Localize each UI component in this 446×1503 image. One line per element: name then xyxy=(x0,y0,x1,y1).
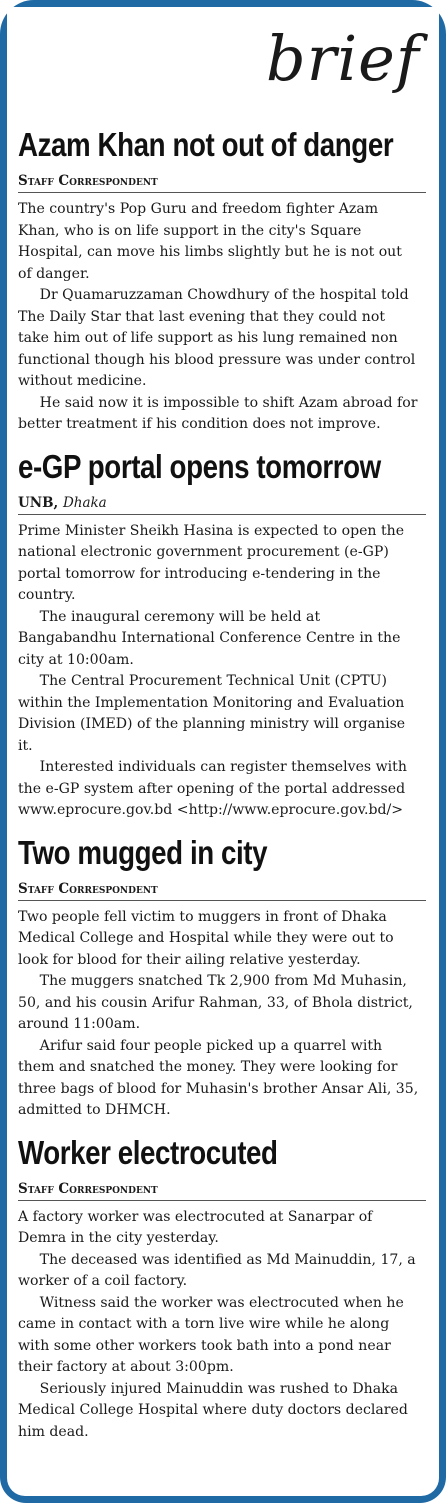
story-paragraph: Prime Minister Sheikh Hasina is expected to open the national electronic government procurement (e-GP) portal tomorrow for introducing e-tendering in the country. xyxy=(18,522,405,603)
banner-script-word: brief xyxy=(266,22,420,95)
story-paragraph: The muggers snatched Tk 2,900 from Md Muhasin, 50, and his cousin Arifur Rahman, 33, of Bhola district, around 11:00am. xyxy=(18,973,413,1032)
story-byline xyxy=(18,492,426,515)
story-paragraph: The deceased was identified as Md Mainuddin, 17, a worker of a coil factory. xyxy=(18,1251,416,1289)
section-banner xyxy=(0,0,446,120)
stories-column xyxy=(18,120,426,1449)
story-headline: Azam Khan not out of danger xyxy=(18,126,394,163)
byline-location: Dhaka xyxy=(62,494,107,511)
story-two-mugged xyxy=(18,828,426,1122)
byline-source: Staff Correspondent xyxy=(18,173,158,189)
story-paragraph: Witness said the worker was electrocuted when he came in contact with a torn live wire while he along with some other workers took bath into a pond near their factory at about 3:00pm. xyxy=(18,1294,404,1375)
story-headline: e-GP portal opens tomorrow xyxy=(18,447,381,485)
story-paragraph: Interested individuals can register themselves with the e-GP system after opening of the portal addressed www.eprocure.gov.bd <http://www.eprocure.gov.bd/> xyxy=(18,759,407,818)
byline-source: UNB, xyxy=(18,494,59,511)
story-headline: Two mugged in city xyxy=(18,833,268,871)
banner-title: NEWS IN xyxy=(24,3,225,59)
story-egp-portal xyxy=(18,442,426,822)
byline-source: Staff Correspondent xyxy=(18,880,158,897)
story-paragraph: Dr Quamaruzzaman Chowdhury of the hospital told The Daily Star that last evening that they could not take him out of life support as his lung remained non functional though his blood pressure was under control without medicine. xyxy=(18,287,416,389)
story-worker-electrocuted xyxy=(18,1128,426,1444)
story-byline xyxy=(18,170,426,193)
story-paragraph: He said now it is impossible to shift Azam abroad for better treatment if his condition does not improve. xyxy=(18,394,418,432)
story-headline: Worker electrocuted xyxy=(18,1133,278,1171)
story-paragraph: Seriously injured Mainuddin was rushed to Dhaka Medical College Hospital where duty doctors declared him dead. xyxy=(18,1380,408,1440)
story-byline xyxy=(18,878,426,901)
story-paragraph: A factory worker was electrocuted at Sanarpar of Demra in the city yesterday. xyxy=(18,1208,373,1246)
story-byline xyxy=(18,1178,426,1201)
story-paragraph: Arifur said four people picked up a quarrel with them and snatched the money. They were looking for three bags of blood for Muhasin's brother Ansar Ali, 35, admitted to DHMCH. xyxy=(18,1037,419,1118)
story-paragraph: The Central Procurement Technical Unit (CPTU) within the Implementation Monitoring and Evaluation Division (IMED) of the planning ministry will organise it. xyxy=(18,673,406,754)
story-paragraph: The inaugural ceremony will be held at Bangabandhu International Conference Centre in the city at 10:00am. xyxy=(18,608,401,668)
story-paragraph: Two people fell victim to muggers in front of Dhaka Medical College and Hospital while they were out to look for blood for their ailing relative yesterday. xyxy=(18,908,394,968)
story-azam-khan xyxy=(18,120,426,436)
byline-source: Staff Correspondent xyxy=(18,1180,158,1197)
story-paragraph: The country's Pop Guru and freedom fighter Azam Khan, who is on life support in the city's Square Hospital, can move his limbs slightly but he is not out of danger. xyxy=(18,201,402,282)
